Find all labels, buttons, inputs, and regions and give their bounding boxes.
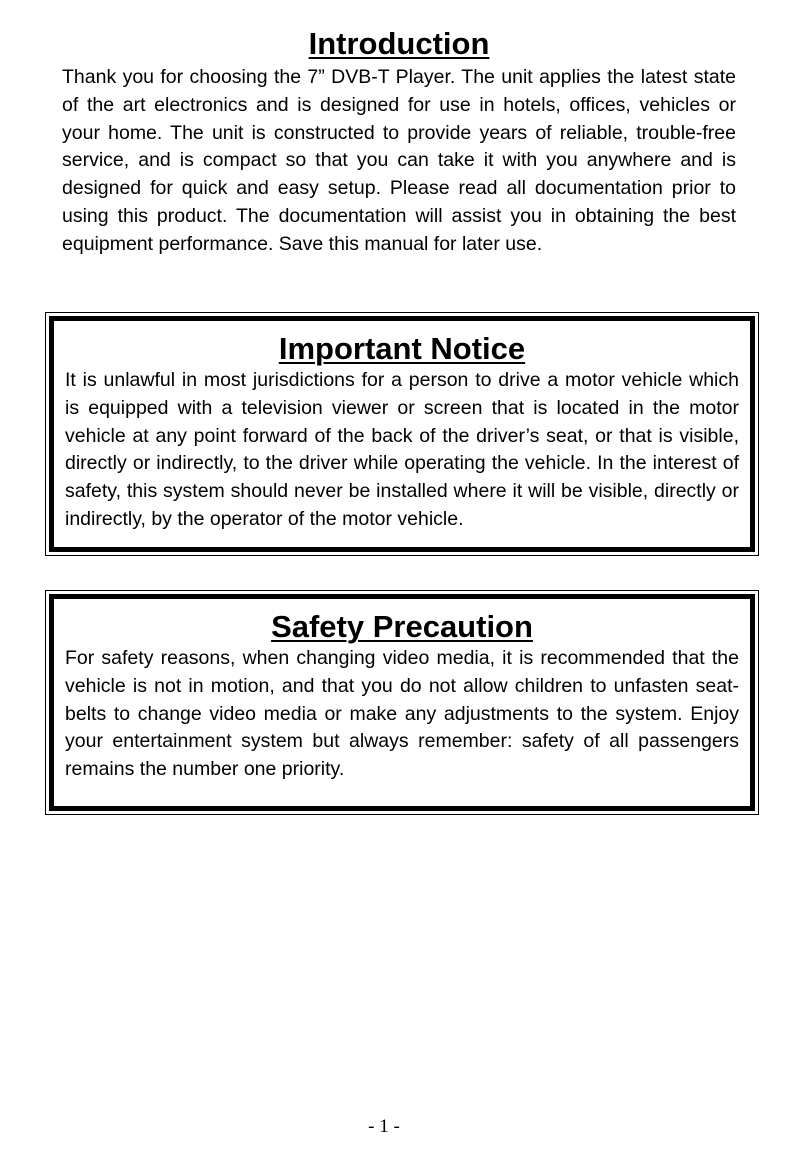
introduction-body: Thank you for choosing the 7” DVB-T Player. The unit applies the latest state of the art electronics and is designed for use in hotels, offices, vehicles or your home. The unit is constructed to provide years of reliable, trouble-free service, and is compact so that you can take it with you anywhere and is designed for quick and easy setup. Please read all documentation prior to using this product. The documentation will assist you in obtaining the best equipment performance. Save this manual for later use. — [62, 66, 736, 255]
safety-precaution-box — [45, 590, 759, 815]
important-notice-title: Important Notice — [278, 331, 526, 366]
introduction-section — [62, 26, 736, 259]
safety-precaution-frame — [49, 594, 755, 811]
important-notice-box — [45, 312, 759, 556]
safety-precaution-title: Safety Precaution — [271, 609, 533, 644]
introduction-title: Introduction — [308, 26, 490, 61]
important-notice-frame — [49, 316, 755, 552]
important-notice-body: It is unlawful in most jurisdictions for a person to drive a motor vehicle which is equipped with a television viewer or screen that is located in the motor vehicle at any point forward of the back of the driver’s seat, or that is visible, directly or indirectly, to the driver while operating the vehicle. In the interest of safety, this system should never be installed where it will be visible, directly or indirectly, by the operator of the motor vehicle. — [65, 369, 739, 530]
safety-precaution-body: For safety reasons, when changing video media, it is recommended that the vehicle is not in motion, and that you do not allow children to unfasten seat-belts to change video media or make any adjustments to the system. Enjoy your entertainment system but always remember: safety of all passengers remains the number one priority. — [65, 647, 739, 781]
page-number: - 1 - — [368, 1116, 400, 1137]
